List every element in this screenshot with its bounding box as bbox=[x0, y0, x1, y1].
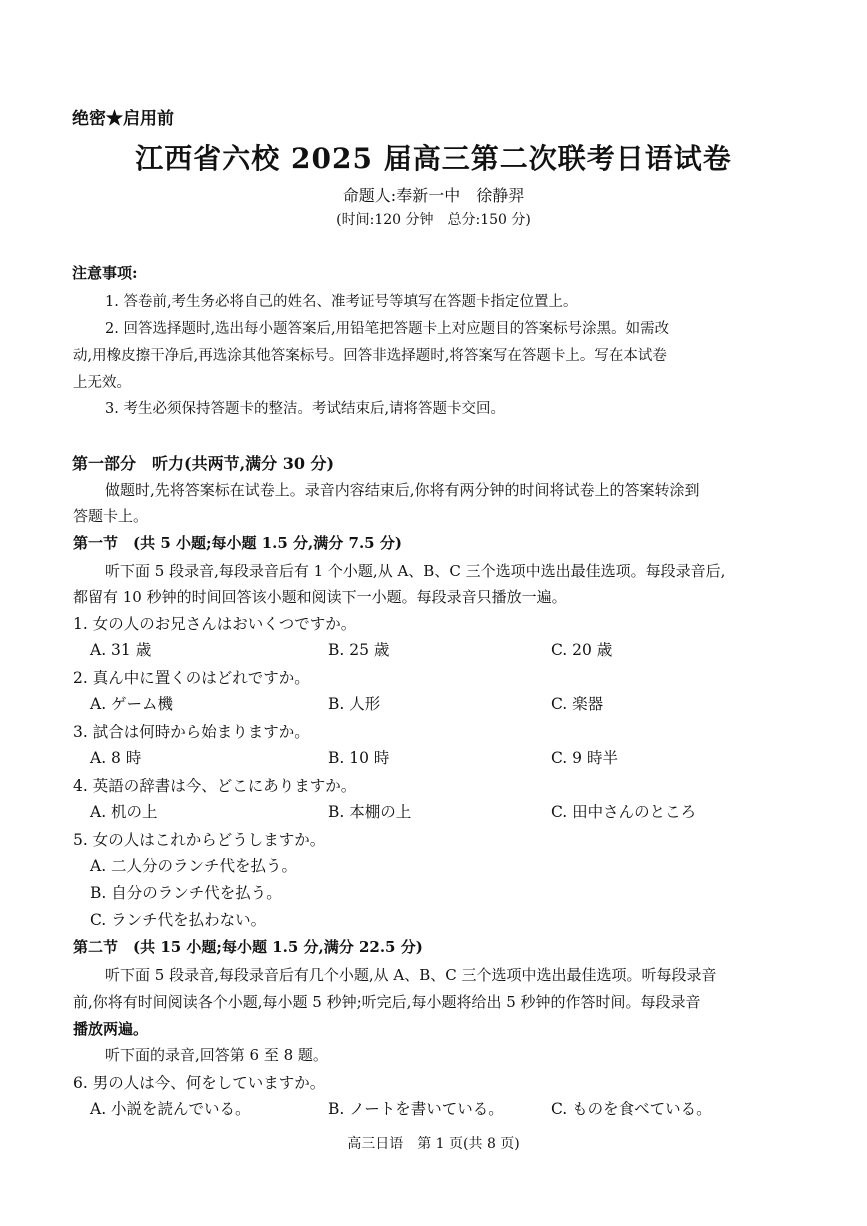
question-3-option-b: B. 10 時 bbox=[328, 749, 390, 767]
part1-intro-line-2: 答题卡上。 bbox=[73, 507, 149, 525]
question-3: 3. 試合は何時から始まりますか。 bbox=[73, 723, 310, 741]
section1-intro-line-1: 听下面 5 段录音,每段录音后有 1 个小题,从 A、B、C 三个选项中选出最佳选项。每段录音后, bbox=[105, 562, 726, 580]
notice-item-1: 1. 答卷前,考生务必将自己的姓名、准考证号等填写在答题卡指定位置上。 bbox=[105, 294, 578, 310]
author-line: 命题人:奉新一中 徐静羿 bbox=[342, 186, 525, 205]
question-4-option-c: C. 田中さんのところ bbox=[551, 803, 697, 821]
question-2-option-a: A. ゲーム機 bbox=[90, 695, 174, 713]
section2-intro-line-3: 播放两遍。 bbox=[73, 1020, 149, 1038]
question-5-option-c: C. ランチ代を払わない。 bbox=[90, 911, 267, 929]
question-6-option-a: A. 小説を読んでいる。 bbox=[90, 1100, 251, 1118]
question-2-option-c: C. 楽器 bbox=[551, 695, 604, 713]
exam-title: 江西省六校 2025 届高三第二次联考日语试卷 bbox=[135, 142, 732, 175]
notice-item-3: 3. 考生必须保持答题卡的整洁。考试结束后,请将答题卡交回。 bbox=[105, 401, 506, 417]
part1-heading: 第一部分 听力(共两节,满分 30 分) bbox=[72, 454, 335, 473]
question-4-option-b: B. 本棚の上 bbox=[328, 803, 412, 821]
part1-intro-line-1: 做题时,先将答案标在试卷上。录音内容结束后,你将有两分钟的时间将试卷上的答案转涂到 bbox=[105, 481, 700, 499]
question-2: 2. 真ん中に置くのはどれですか。 bbox=[73, 669, 310, 687]
page-footer: 高三日语 第 1 页(共 8 页) bbox=[347, 1136, 520, 1152]
question-1-option-a: A. 31 歳 bbox=[90, 641, 152, 659]
section2-heading: 第二节 (共 15 小题;每小题 1.5 分,满分 22.5 分) bbox=[73, 938, 423, 956]
question-3-option-c: C. 9 時半 bbox=[551, 749, 618, 767]
question-4: 4. 英語の辞書は今、どこにありますか。 bbox=[73, 777, 357, 795]
section2-intro-line-2: 前,你将有时间阅读各个小题,每小题 5 秒钟;听完后,每小题将给出 5 秒钟的作答时间。每段录音 bbox=[73, 993, 701, 1011]
section2-instruction: 听下面的录音,回答第 6 至 8 题。 bbox=[105, 1046, 328, 1064]
section1-heading: 第一节 (共 5 小题;每小题 1.5 分,满分 7.5 分) bbox=[73, 534, 402, 552]
question-1: 1. 女の人のお兄さんはおいくつですか。 bbox=[73, 615, 357, 633]
notice-item-2-line-3: 上无效。 bbox=[73, 375, 131, 391]
notice-item-2-line-1: 2. 回答选择题时,选出每小题答案后,用铅笔把答题卡上对应题目的答案标号涂黑。如需改 bbox=[105, 321, 670, 337]
question-3-option-a: A. 8 時 bbox=[90, 749, 142, 767]
section1-intro-line-2: 都留有 10 秒钟的时间回答该小题和阅读下一小题。每段录音只播放一遍。 bbox=[73, 588, 567, 606]
question-4-option-a: A. 机の上 bbox=[90, 803, 158, 821]
question-1-option-b: B. 25 歳 bbox=[328, 641, 390, 659]
notice-heading: 注意事项: bbox=[72, 264, 138, 282]
question-6-option-c: C. ものを食べている。 bbox=[551, 1100, 712, 1118]
question-6: 6. 男の人は今、何をしていますか。 bbox=[73, 1074, 326, 1092]
time-line: (时间:120 分钟 总分:150 分) bbox=[336, 212, 531, 228]
question-6-option-b: B. ノートを書いている。 bbox=[328, 1100, 504, 1118]
notice-item-2-line-2: 动,用橡皮擦干净后,再选涂其他答案标号。回答非选择题时,将答案写在答题卡上。写在本试卷 bbox=[73, 348, 667, 364]
question-2-option-b: B. 人形 bbox=[328, 695, 381, 713]
question-1-option-c: C. 20 歳 bbox=[551, 641, 613, 659]
question-5-option-a: A. 二人分のランチ代を払う。 bbox=[90, 857, 298, 875]
question-5: 5. 女の人はこれからどうしますか。 bbox=[73, 831, 326, 849]
section2-intro-line-1: 听下面 5 段录音,每段录音后有几个小题,从 A、B、C 三个选项中选出最佳选项。听每段录音 bbox=[105, 966, 717, 984]
secret-label: 绝密★启用前 bbox=[72, 109, 174, 129]
question-5-option-b: B. 自分のランチ代を払う。 bbox=[90, 884, 282, 902]
